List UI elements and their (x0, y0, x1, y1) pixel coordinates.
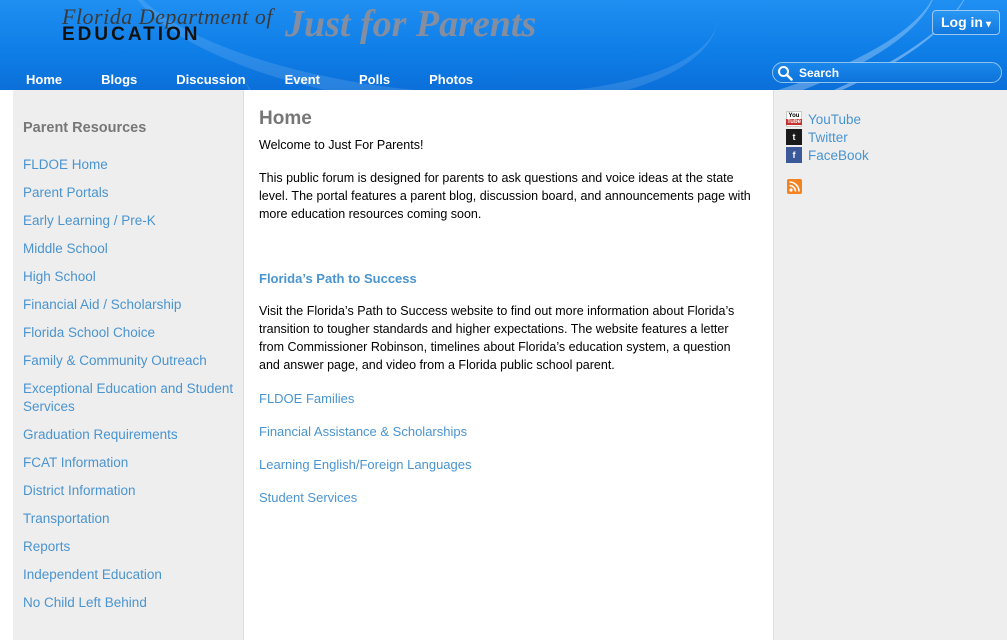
main-content (244, 90, 772, 640)
sidebar-item-school-choice[interactable]: Florida School Choice (23, 325, 156, 340)
section-title[interactable]: Florida’s Path to Success (259, 271, 417, 286)
logo-education-text: EDUCATION (62, 24, 201, 45)
site-title: Just for Parents (285, 3, 537, 45)
youtube-icon: You Tube (787, 113, 801, 125)
login-button[interactable] (932, 10, 1000, 35)
site-header (0, 0, 1007, 90)
sidebar-item-reports[interactable]: Reports (23, 539, 71, 554)
login-label: Log in (940, 14, 983, 30)
link-fldoe-families[interactable]: FLDOE Families (259, 391, 355, 406)
fldoe-logo[interactable] (62, 4, 282, 44)
social-link-label: FaceBook (808, 147, 869, 163)
sidebar-item-high-school[interactable]: High School (23, 269, 96, 284)
social-link-twitter[interactable] (786, 128, 869, 146)
sidebar-item-financial-aid[interactable]: Financial Aid / Scholarship (23, 297, 182, 312)
sidebar-item-nclb[interactable]: No Child Left Behind (23, 595, 147, 610)
nav-home[interactable]: Home (26, 72, 63, 87)
welcome-text: Welcome to Just For Parents! (259, 138, 424, 152)
sidebar-item-family-outreach[interactable]: Family & Community Outreach (23, 353, 207, 368)
logo-script-text: Florida Department of (62, 4, 273, 29)
sidebar-item-transportation[interactable]: Transportation (23, 511, 110, 526)
nav-photos[interactable]: Photos (429, 72, 474, 87)
intro-text: This public forum is designed for parents to ask questions and voice ideas at the state level. The portal features a parent blog, discussion board, and announcements page with more education resources coming soon. (259, 171, 751, 221)
sidebar-item-middle-school[interactable]: Middle School (23, 241, 108, 256)
social-link-label: YouTube (808, 111, 862, 127)
search-input[interactable] (799, 65, 995, 80)
social-link-youtube[interactable] (786, 110, 869, 128)
search-box (772, 62, 1002, 83)
page-title: Home (259, 108, 312, 129)
nav-event[interactable]: Event (284, 72, 321, 87)
sidebar-item-district[interactable]: District Information (23, 483, 136, 498)
link-learning-english[interactable]: Learning English/Foreign Languages (259, 457, 472, 472)
right-sidebar (773, 90, 1007, 640)
sidebar-item-independent-education[interactable]: Independent Education (23, 567, 162, 582)
chevron-down-icon: ▾ (985, 19, 992, 30)
facebook-icon: f (786, 147, 802, 163)
twitter-icon: t (786, 129, 802, 145)
social-link-label: Twitter (808, 129, 848, 145)
link-student-services[interactable]: Student Services (259, 490, 358, 505)
search-icon[interactable] (777, 65, 793, 81)
main-nav (14, 71, 500, 89)
sidebar-item-fldoe-home[interactable]: FLDOE Home (23, 157, 108, 172)
social-link-facebook[interactable] (786, 146, 869, 164)
nav-discussion[interactable]: Discussion (176, 72, 246, 87)
sidebar-item-exceptional-education[interactable]: Exceptional Education and Student Services (23, 381, 234, 414)
nav-polls[interactable]: Polls (359, 72, 391, 87)
section-text: Visit the Florida’s Path to Success website to find out more information about Florida’s transition to tougher standards and higher expectations. The website features a letter from Commissioner Robinson, timelines about Florida’s education system, a question and answer page, and video from a Florida public school parent. (259, 304, 735, 372)
sidebar-list (23, 156, 235, 622)
left-sidebar (13, 90, 244, 640)
link-financial-assistance[interactable]: Financial Assistance & Scholarships (259, 424, 468, 439)
sidebar-item-graduation[interactable]: Graduation Requirements (23, 427, 178, 442)
social-links (786, 110, 869, 164)
rss-icon[interactable] (787, 179, 802, 194)
sidebar-item-early-learning[interactable]: Early Learning / Pre-K (23, 213, 156, 228)
sidebar-item-fcat[interactable]: FCAT Information (23, 455, 129, 470)
nav-blogs[interactable]: Blogs (101, 72, 138, 87)
sidebar-item-parent-portals[interactable]: Parent Portals (23, 185, 109, 200)
sidebar-title: Parent Resources (23, 120, 147, 136)
